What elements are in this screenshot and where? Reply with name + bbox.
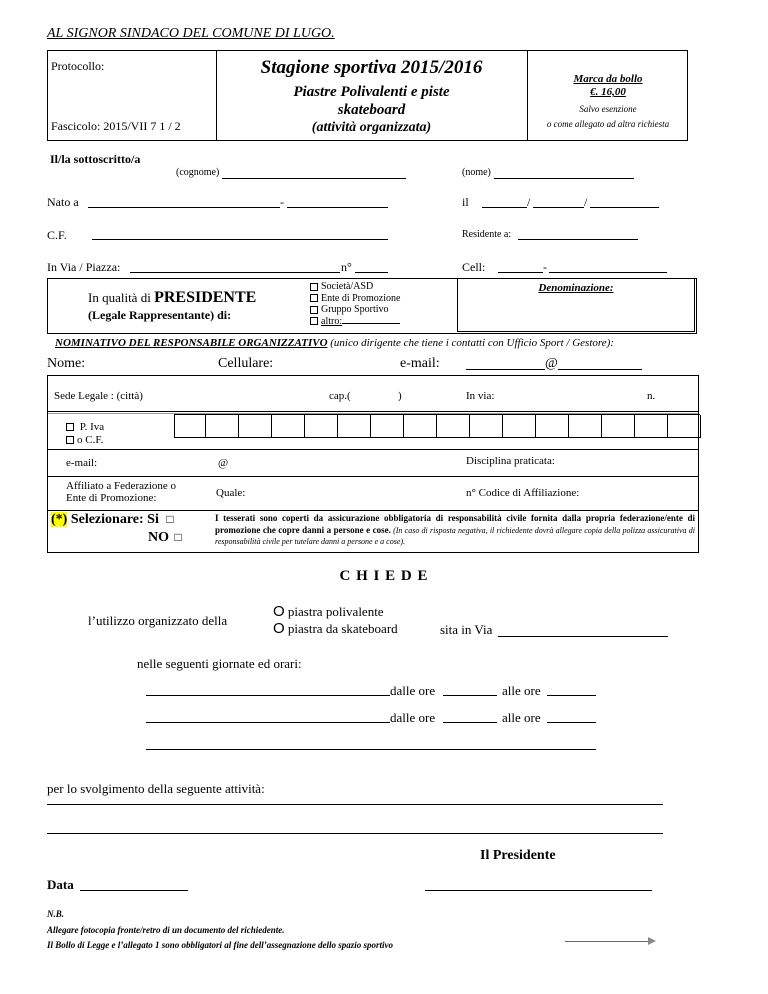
attivita-field-1[interactable] (47, 804, 663, 805)
cognome-label: (cognome) (176, 167, 220, 178)
nb-label: N.B. (47, 909, 65, 919)
in-via-label: In via: (466, 390, 495, 402)
residente-field[interactable] (518, 239, 638, 240)
addressee: AL SIGNOR SINDACO DEL COMUNE DI LUGO. (47, 26, 335, 41)
organizer-email-domain-field[interactable] (558, 369, 642, 370)
qualita-line (88, 289, 256, 307)
affiliato-line-1: Affiliato a Federazione o (66, 480, 177, 492)
residente-label: Residente a: (462, 229, 512, 240)
data-field[interactable] (80, 890, 188, 891)
sede-label: Sede Legale : (città) (54, 390, 143, 402)
codice-label: n° Codice di Affiliazione: (466, 487, 580, 499)
piva-cell[interactable] (472, 415, 503, 438)
fascicolo-label: Fascicolo: 2015/VII 7 1 / 2 (51, 119, 181, 133)
arrow-head-icon (648, 937, 656, 945)
il-label: il (462, 195, 469, 209)
organizer-email-label: e-mail: (400, 356, 440, 371)
bollo-title: Marca da bollo (573, 73, 643, 85)
selezionare-label: Selezionare: Si (67, 512, 159, 527)
piva-label: P. Iva (79, 421, 105, 433)
qualita-label: In qualità di (88, 290, 155, 305)
header-box (47, 50, 688, 141)
affiliato-label (66, 480, 176, 504)
protocollo-label: Protocollo: (51, 59, 105, 73)
option-piva[interactable] (66, 421, 104, 434)
piva-cell[interactable] (637, 415, 668, 438)
cell-prefix-field[interactable] (498, 272, 543, 273)
piva-cell[interactable] (670, 415, 701, 438)
row-separator-3 (48, 476, 698, 477)
piva-cell[interactable] (208, 415, 239, 438)
organizer-title (55, 337, 614, 349)
organizer-email-user-field[interactable] (466, 369, 545, 370)
piva-cell[interactable] (373, 415, 404, 438)
cell-label: Cell: (462, 260, 486, 274)
piva-cell[interactable] (274, 415, 305, 438)
note-line-1: Allegare fotocopia fronte/retro di un documento del richiedente. (47, 925, 285, 935)
affiliato-line-2: Ente di Promozione: (66, 492, 157, 504)
season-title: Stagione sportiva 2015/2016 (260, 57, 483, 78)
piva-cell[interactable] (571, 415, 602, 438)
nome-field[interactable] (494, 178, 634, 179)
insurance-note: (In caso di risposta negativa, il richiedente dovrà allegare copia della polizza assicurativa di responsabilità civile per tutelare danni a persone e a cose). (215, 525, 695, 546)
option-piastra-polivalente[interactable] (273, 603, 384, 620)
organizer-email-at: @ (545, 356, 558, 371)
date-field-3[interactable] (146, 749, 596, 750)
option-ente-label: Ente di Promozione (321, 292, 401, 304)
option-polivalente-label: piastra polivalente (284, 604, 384, 619)
cf-field[interactable] (92, 239, 388, 240)
no-checkbox[interactable]: □ (174, 530, 182, 544)
bollo-amount: €. 16,00 (590, 86, 626, 98)
subtitle-line-1: Piastre Polivalenti e piste (293, 84, 450, 100)
option-piastra-skateboard[interactable] (273, 620, 398, 637)
role-options (310, 281, 400, 327)
organizer-nome-label: Nome: (47, 356, 86, 371)
signature-field[interactable] (425, 890, 652, 891)
utilizzo-label: l’utilizzo organizzato della (88, 613, 228, 628)
disciplina-label: Disciplina praticata: (466, 455, 555, 467)
piva-cells[interactable] (174, 414, 700, 438)
ocf-label: o C.F. (77, 434, 104, 446)
piva-cell[interactable] (604, 415, 635, 438)
piva-cell[interactable] (505, 415, 536, 438)
option-ente[interactable] (310, 293, 400, 305)
chiede-title: C H I E D E (339, 568, 429, 584)
piva-cell[interactable] (340, 415, 371, 438)
denominazione-label: Denominazione: (538, 282, 614, 294)
date-field-2[interactable] (146, 722, 390, 723)
date-field-1[interactable] (146, 695, 390, 696)
organizer-cellulare-label: Cellulare: (218, 356, 274, 371)
option-societa[interactable] (310, 281, 400, 293)
birth-month-field[interactable] (533, 207, 584, 208)
cf-label: C.F. (47, 228, 67, 242)
radio-polivalente-glyph[interactable]: O (273, 603, 285, 620)
denominazione-box[interactable] (457, 278, 695, 332)
note-line-2: Il Bollo di Legge e l’allegato 1 sono obbligatori al fine dell’assegnazione dello spazio sportivo (47, 940, 393, 950)
nato-label: Nato a (47, 195, 79, 209)
presidente-label: PRESIDENTE (154, 289, 257, 306)
organizer-title-main: NOMINATIVO DEL RESPONSABILE ORGANIZZATIVO (55, 337, 328, 349)
asterisk-highlight: (*) (51, 512, 68, 527)
dalle-label-2: dalle ore (390, 710, 436, 725)
piva-cell[interactable] (406, 415, 437, 438)
dalle-label-1: dalle ore (390, 683, 436, 698)
nome-label: (nome) (462, 167, 491, 178)
checkbox-ente[interactable] (310, 294, 318, 302)
dalle-field-2[interactable] (443, 722, 497, 723)
alle-field-1[interactable] (547, 695, 596, 696)
subtitle-line-2: skateboard (337, 102, 406, 118)
alle-field-2[interactable] (547, 722, 596, 723)
details-table (47, 375, 699, 553)
birth-day-field[interactable] (482, 207, 527, 208)
date-slash-2: / (584, 195, 588, 209)
checkbox-piva[interactable] (66, 423, 74, 431)
checkbox-societa[interactable] (310, 283, 318, 291)
piva-cell[interactable] (538, 415, 569, 438)
checkbox-altro[interactable] (310, 317, 318, 325)
data-label: Data (47, 877, 74, 892)
option-societa-label: Società/ASD (321, 281, 374, 292)
dalle-field-1[interactable] (443, 695, 497, 696)
cell-dash: - (543, 260, 547, 274)
option-skateboard-label: piastra da skateboard (284, 621, 398, 636)
civic-number-label: n° (341, 260, 352, 274)
alle-label-2: alle ore (502, 710, 541, 725)
table-email-at: @ (218, 457, 229, 469)
row-separator-4 (48, 510, 698, 511)
option-gruppo-label: Gruppo Sportivo (321, 304, 389, 315)
piva-cell[interactable] (241, 415, 272, 438)
cognome-field[interactable] (222, 178, 406, 179)
sottoscritto-label: Il/la sottoscritto/a (50, 152, 141, 166)
attivita-label: per lo svolgimento della seguente attività: (47, 781, 265, 796)
date-slash-1: / (527, 195, 531, 209)
piva-cell[interactable] (307, 415, 338, 438)
bollo-exemption: Salvo esenzione (579, 104, 637, 114)
selezionare-line (51, 512, 174, 528)
checkbox-ocf[interactable] (66, 436, 74, 444)
insurance-bold: I tesserati sono coperti da assicurazione obbligatoria di responsabilità civile fornita dalla propria federazione/ente di promozione che copre danni a persone e cose. (215, 513, 695, 535)
via-field[interactable] (130, 272, 340, 273)
presidente-signature-label: Il Presidente (480, 848, 556, 863)
sita-via-field[interactable] (498, 636, 668, 637)
si-checkbox[interactable]: □ (166, 512, 174, 526)
nato-province-field[interactable] (287, 207, 388, 208)
option-ocf[interactable] (66, 434, 104, 447)
via-label: In Via / Piazza: (47, 260, 121, 274)
nato-place-field[interactable] (88, 207, 280, 208)
cap-label: cap.( (329, 390, 351, 402)
alle-label-1: alle ore (502, 683, 541, 698)
piva-cell[interactable] (439, 415, 470, 438)
n-label: n. (647, 390, 656, 402)
nato-dash: - (280, 195, 284, 209)
legale-label: (Legale Rappresentante) di: (88, 308, 232, 322)
option-altro[interactable] (310, 316, 400, 328)
radio-skateboard-glyph[interactable]: O (273, 620, 285, 637)
no-line (148, 530, 182, 546)
giornate-label: nelle seguenti giornate ed orari: (137, 656, 302, 671)
piva-options (66, 421, 104, 447)
piva-cell[interactable] (175, 415, 206, 438)
insurance-text (215, 513, 695, 548)
bollo-attachment: o come allegato ad altra richiesta (546, 119, 670, 129)
attivita-field-2[interactable] (47, 833, 663, 834)
cap-close: ) (398, 390, 402, 402)
option-altro-label: altro: (321, 315, 343, 327)
row-separator-1 (48, 411, 698, 412)
sita-label: sita in Via (440, 622, 493, 637)
birth-year-field[interactable] (590, 207, 659, 208)
role-box (47, 278, 697, 334)
option-gruppo[interactable] (310, 304, 400, 316)
subtitle-line-3: (attività organizzata) (311, 120, 432, 135)
civic-number-field[interactable] (355, 272, 388, 273)
checkbox-gruppo[interactable] (310, 306, 318, 314)
no-label: NO (148, 530, 169, 545)
altro-field[interactable] (342, 323, 400, 324)
cell-number-field[interactable] (549, 272, 667, 273)
table-email-label: e-mail: (66, 457, 98, 469)
arrow-right-icon (565, 941, 650, 942)
organizer-title-note: (unico dirigente che tiene i contatti con Ufficio Sport / Gestore): (327, 337, 614, 349)
row-separator-2 (48, 449, 698, 450)
quale-label: Quale: (216, 487, 246, 499)
